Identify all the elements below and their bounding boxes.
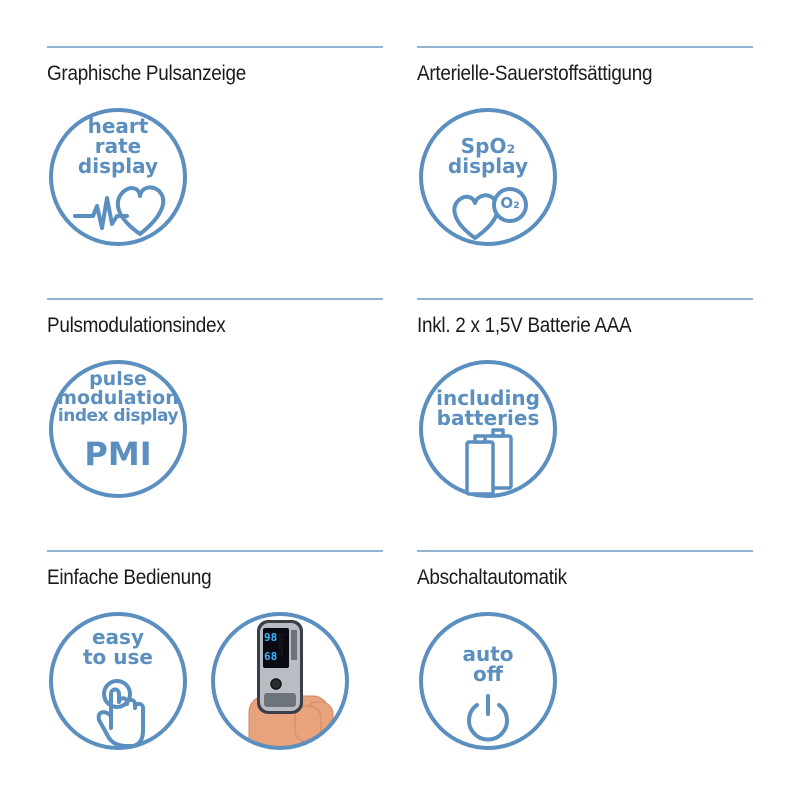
spo2-badge	[417, 106, 559, 248]
badge-line: easy	[91, 625, 144, 649]
feature-title: Arterielle-Sauerstoffsättigung	[417, 62, 653, 85]
divider	[47, 298, 383, 300]
power-icon	[469, 696, 507, 739]
badge-line: pulse	[89, 368, 147, 390]
divider	[47, 550, 383, 552]
device-photo	[209, 610, 351, 752]
badge-line: to use	[83, 645, 153, 669]
spo2-reading: 98	[264, 631, 278, 644]
auto-off-badge	[417, 610, 559, 752]
o2-label: O₂	[500, 194, 520, 212]
brand-logo: beurer	[277, 634, 285, 658]
batteries-badge	[417, 358, 559, 500]
badge-line: index display	[57, 406, 179, 426]
badge-line: rate	[94, 134, 142, 158]
badge-line: auto	[462, 642, 514, 666]
feature-title: Abschaltautomatik	[417, 566, 567, 589]
badge-line: display	[77, 154, 159, 178]
badge-line: SpO₂	[460, 134, 516, 158]
pulse-reading: 68	[264, 650, 278, 663]
badge-line: modulation	[57, 387, 179, 409]
badge-line: batteries	[436, 406, 540, 430]
badge-line: off	[473, 662, 503, 686]
divider	[417, 550, 753, 552]
heart-ecg-icon	[75, 187, 163, 234]
badge-line: including	[436, 386, 540, 410]
easy-use-badge	[47, 610, 189, 752]
hand-press-icon	[99, 681, 143, 746]
pmi-badge	[47, 358, 189, 500]
feature-title: Einfache Bedienung	[47, 566, 212, 589]
feature-title: Graphische Pulsanzeige	[47, 62, 246, 85]
divider	[417, 46, 753, 48]
pmi-icon: PMI	[84, 435, 152, 473]
badge-line: heart	[87, 114, 149, 138]
badge-line: display	[447, 154, 529, 178]
batteries-icon	[467, 430, 511, 494]
feature-title: Pulsmodulationsindex	[47, 314, 226, 337]
divider	[47, 46, 383, 48]
feature-title: Inkl. 2 x 1,5V Batterie AAA	[417, 314, 632, 337]
divider	[417, 298, 753, 300]
heart-rate-badge	[47, 106, 189, 248]
